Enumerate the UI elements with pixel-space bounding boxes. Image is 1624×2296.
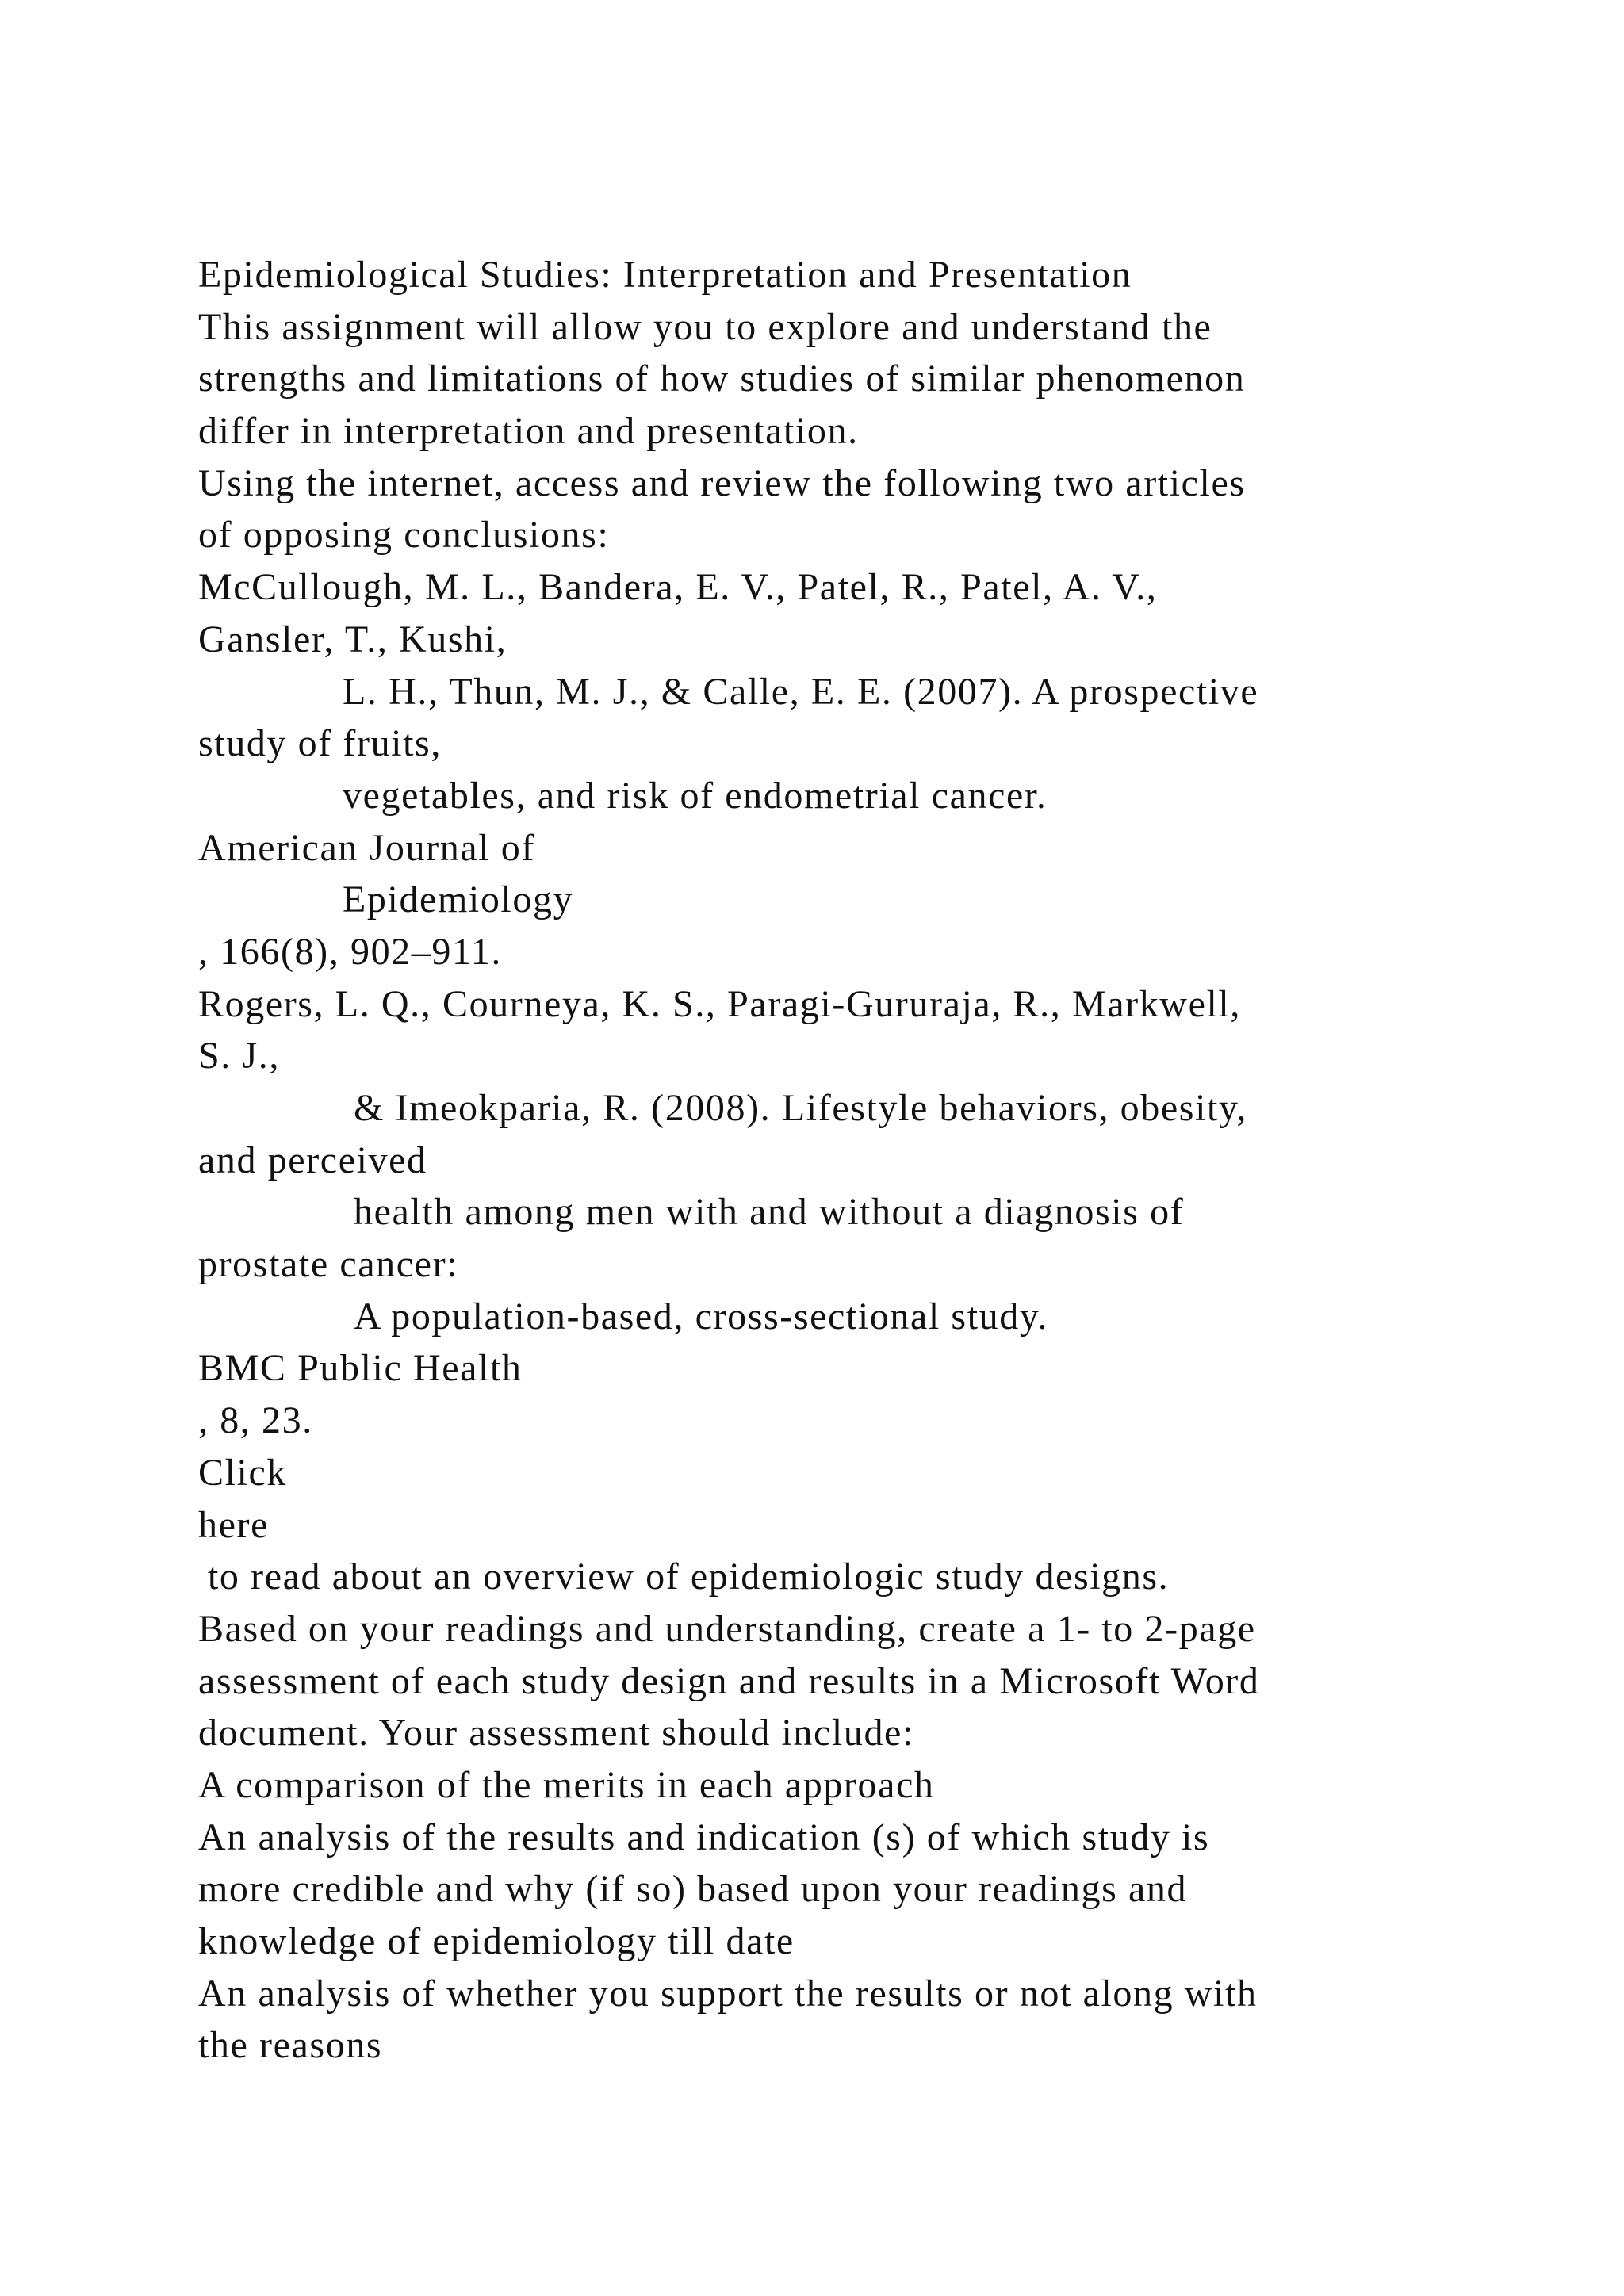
citation-2-line: A population-based, cross-sectional study. — [354, 1295, 1048, 1337]
requirement-item: An analysis of whether you support the results or not along with — [198, 1972, 1258, 2015]
citation-2-line: health among men with and without a diagnosis of — [354, 1191, 1185, 1234]
click-text: Click — [198, 1451, 287, 1494]
citation-1-line: study of fruits, — [198, 722, 442, 765]
instruction-line: of opposing conclusions: — [198, 514, 610, 557]
citation-2-line: prostate cancer: — [198, 1243, 459, 1286]
citation-2-line: & Imeokparia, R. (2008). Lifestyle behaviors, obesity, — [354, 1087, 1248, 1129]
instruction-line: Using the internet, access and review the following two articles — [198, 461, 1246, 504]
requirement-item: A comparison of the merits in each approach — [198, 1763, 935, 1806]
citation-1-journal: American Journal of — [198, 826, 535, 869]
requirement-item: more credible and why (if so) based upon your readings and — [198, 1868, 1188, 1911]
citation-2-volume: , 8, 23. — [198, 1399, 313, 1442]
intro-line: strengths and limitations of how studies of similar phenomenon — [198, 358, 1246, 400]
citation-2-line: S. J., — [198, 1035, 280, 1077]
citation-2-line: Rogers, L. Q., Courneya, K. S., Paragi-Gururaja, R., Markwell, — [198, 982, 1241, 1025]
intro-line: differ in interpretation and presentation. — [198, 410, 859, 453]
assessment-line: assessment of each study design and results in a Microsoft Word — [198, 1659, 1260, 1702]
citation-2-journal: BMC Public Health — [198, 1347, 523, 1390]
citation-1-line: McCullough, M. L., Bandera, E. V., Patel, R., Patel, A. V., — [198, 566, 1158, 609]
requirement-item: An analysis of the results and indication (s) of which study is — [198, 1816, 1210, 1858]
citation-1-line: L. H., Thun, M. J., & Calle, E. E. (2007). A prospective — [343, 670, 1259, 713]
document-title: Epidemiological Studies: Interpretation and Presentation — [198, 254, 1132, 296]
assessment-line: Based on your readings and understanding, create a 1- to 2-page — [198, 1607, 1256, 1650]
citation-1-volume: , 166(8), 902–911. — [198, 930, 502, 973]
here-link[interactable]: here — [198, 1503, 269, 1546]
citation-1-line: Gansler, T., Kushi, — [198, 618, 508, 660]
citation-2-line: and perceived — [198, 1138, 427, 1181]
citation-1-journal: Epidemiology — [343, 878, 574, 921]
overview-line: to read about an overview of epidemiologic study designs. — [208, 1556, 1170, 1598]
assessment-line: document. Your assessment should include: — [198, 1712, 914, 1755]
requirement-item: knowledge of epidemiology till date — [198, 1920, 795, 1962]
requirement-item: the reasons — [198, 2024, 383, 2067]
document-body — [198, 249, 1546, 2072]
citation-1-line: vegetables, and risk of endometrial cancer. — [343, 774, 1048, 817]
intro-line: This assignment will allow you to explore and understand the — [198, 305, 1212, 348]
